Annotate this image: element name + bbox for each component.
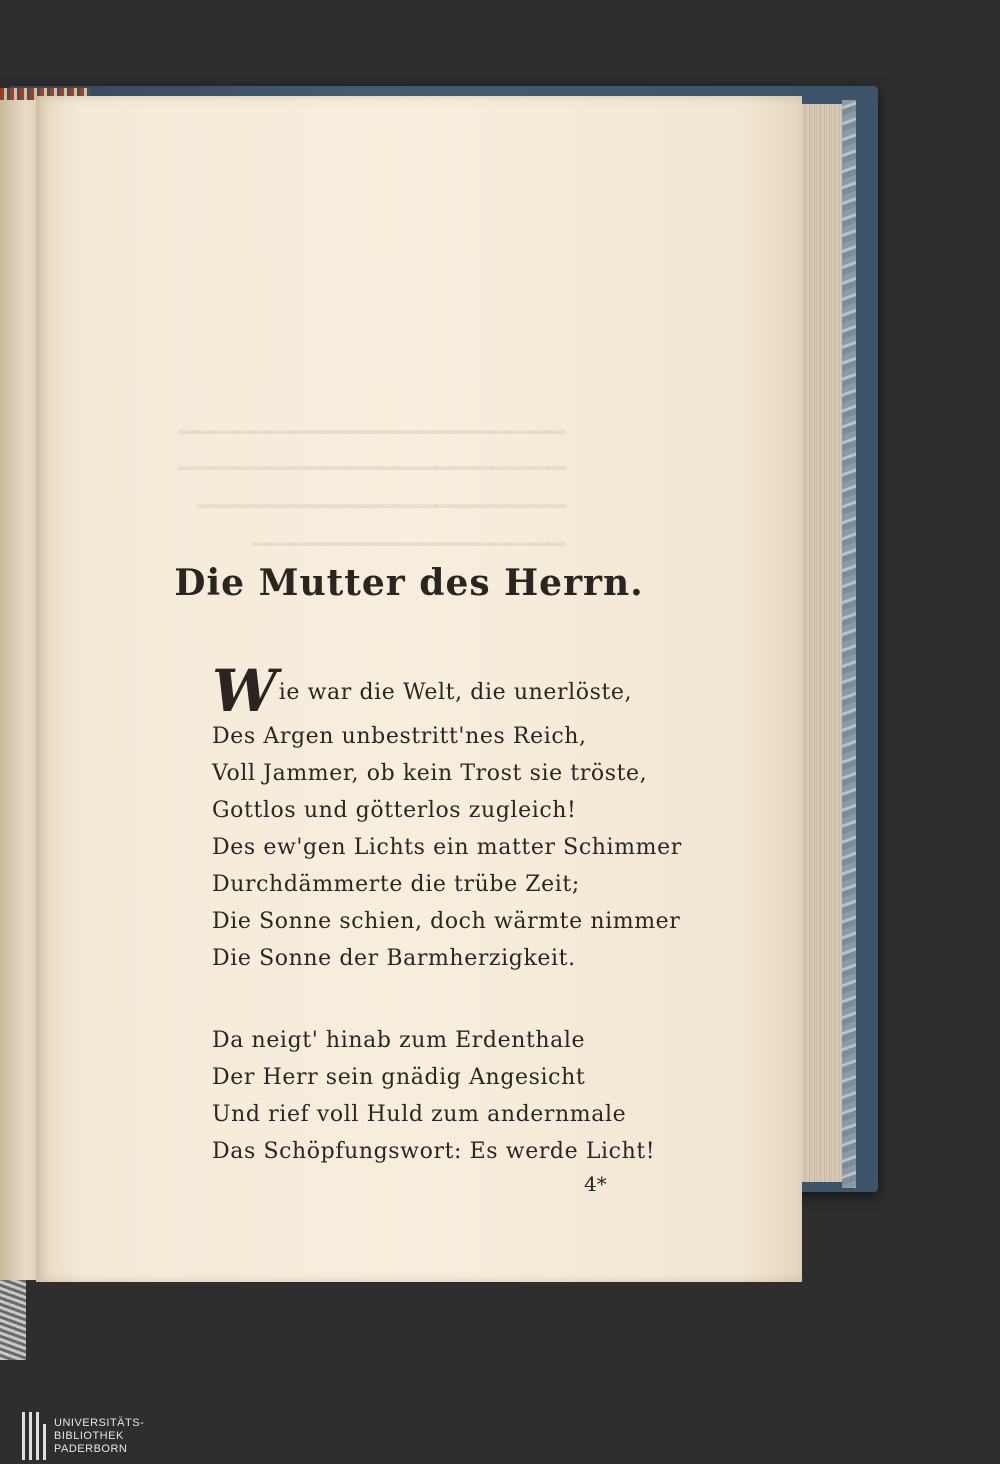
show-through-shade: ▁▁▁▁▁▁▁▁▁▁▁▁▁▁▁▁▁▁▁▁▁ [178, 442, 566, 470]
show-through-shade: ▁▁▁▁▁▁▁▁▁▁▁▁▁▁▁▁▁ [252, 518, 566, 546]
verse-line: Die Sonne schien, doch wärmte nimmer [212, 909, 681, 934]
verse-line [212, 657, 633, 725]
book-page [36, 96, 802, 1282]
verse-line-text: ie war die Welt, die unerlöste, [278, 680, 633, 705]
verse-line: Und rief voll Huld zum andernmale [212, 1102, 627, 1127]
verse-line: Das Schöpfungswort: Es werde Licht! [212, 1139, 656, 1164]
library-logo-text [54, 1417, 144, 1456]
verse-line: Des ew'gen Lichts ein matter Schimmer [212, 835, 682, 860]
show-through-shade: ▁▁▁▁▁▁▁▁▁▁▁▁▁▁▁▁▁▁▁▁▁ [178, 406, 566, 434]
page-block-edge [800, 104, 842, 1182]
library-logo-icon [22, 1412, 46, 1460]
poem-title: Die Mutter des Herrn. [174, 562, 644, 604]
verse-line: Da neigt' hinab zum Erdenthale [212, 1028, 586, 1053]
library-logo [22, 1412, 144, 1460]
drop-cap: W [212, 657, 278, 725]
logo-line: UNIVERSITÄTS- [54, 1416, 145, 1429]
show-through-shade: ▁▁▁▁▁▁▁▁▁▁▁▁▁▁▁▁▁▁▁▁ [196, 480, 566, 508]
verse-line: Durchdämmerte die trübe Zeit; [212, 872, 580, 897]
verse-line: Gottlos und götterlos zugleich! [212, 798, 577, 823]
verse-line: Des Argen unbestritt'nes Reich, [212, 724, 587, 749]
logo-line: PADERBORN [54, 1442, 128, 1455]
page-number: 4* [584, 1172, 607, 1196]
logo-line: BIBLIOTHEK [54, 1429, 124, 1442]
verse-line: Voll Jammer, ob kein Trost sie tröste, [212, 761, 648, 786]
endpaper-strip [842, 100, 856, 1188]
verse-line: Der Herr sein gnädig Angesicht [212, 1065, 586, 1090]
verse-line: Die Sonne der Barmherzigkeit. [212, 946, 576, 971]
ribbon-marker [0, 1280, 26, 1360]
